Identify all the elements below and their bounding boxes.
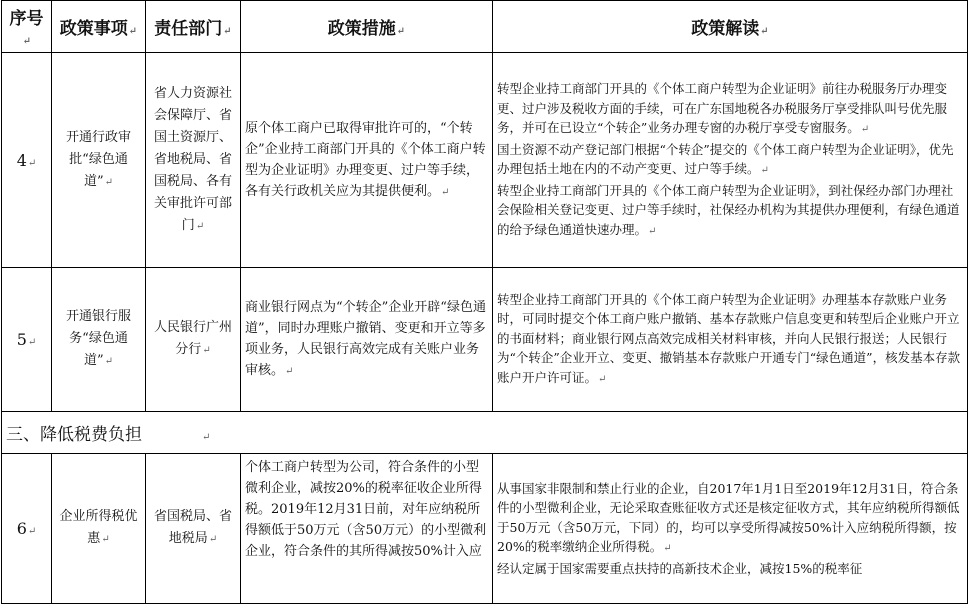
interp-paragraph: 转型企业持工商部门开具的《个体工商户转型为企业证明》，到社保经办部门办理社会保险相关登记变更、过户等手续时，社保经办机构为其提供办理便利，有绿色通道的给予绿色通道快速办理。↵ [497, 182, 960, 237]
header-measure: 政策措施↵ [241, 1, 493, 53]
header-index: 序号↵ [2, 1, 52, 53]
row-interp [493, 268, 968, 412]
table-row [2, 53, 968, 268]
table-row [2, 454, 968, 604]
row-measure: 商业银行网点为“个转企”企业开辟“绿色通道”，同时办理账户撤销、变更和开立等多项业务，人民银行高效完成有关账户业务审核。↵ [241, 268, 493, 412]
header-item: 政策事项↵ [52, 1, 146, 53]
interp-paragraph: 经认定属于国家需要重点扶持的高新技术企业，减按15%的税率征 [497, 560, 863, 576]
interp-paragraph: 从事国家非限制和禁止行业的企业，自2017年1月1日至2019年12月31日，符合条件的小型微利企业，无论采取查账征收方式还是核定征收方式，其年应纳税所得额低于50万元（含50万元，下同）的，均可以享受所得减按50%计入应纳税所得额，按20%的税率缴纳企业所得税。↵ [497, 480, 960, 555]
row-dept: 省国税局、省地税局↵ [146, 454, 241, 604]
row-dept: 人民银行广州分行↵ [146, 268, 241, 412]
section-row [2, 412, 968, 454]
row-measure: 个体工商户转型为公司，符合条件的小型微利企业，减按20%的税率征收企业所得税。2019年12月31日前，对年应纳税所得额低于50万元（含50万元）的小型微利企业，符合条件的其所得减按50%计入应 [241, 454, 493, 604]
row-dept: 省人力资源社会保障厅、省国土资源厅、省地税局、省国税局、各有关审批许可部门↵ [146, 53, 241, 268]
header-dept: 责任部门↵ [146, 1, 241, 53]
row-index: 5↵ [2, 268, 52, 412]
row-interp [493, 53, 968, 268]
header-interp: 政策解读↵ [493, 1, 968, 53]
policy-table [1, 0, 968, 604]
row-item: 开通银行服务“绿色通道”↵ [52, 268, 146, 412]
row-index: 6↵ [2, 454, 52, 604]
row-index: 4↵ [2, 53, 52, 268]
row-item: 企业所得税优惠↵ [52, 454, 146, 604]
row-item: 开通行政审批“绿色通道”↵ [52, 53, 146, 268]
row-interp [493, 454, 968, 604]
row-measure: 原个体工商户已取得审批许可的，“个转企”企业持工商部门开具的《个体工商户转型为企业证明》办理变更、过户等手续，各有关行政机关应为其提供便利。↵ [241, 53, 493, 268]
interp-paragraph: 转型企业持工商部门开具的《个体工商户转型为企业证明》前往办税服务厅办理变更、过户涉及税收方面的手续，可在广东国地税各办税服务厅享受排队叫号优先服务，并可在已设立“个转企”业务办理专窗的办税厅享受专窗服务。↵ [497, 81, 948, 135]
interp-paragraph: 转型企业持工商部门开具的《个体工商户转型为企业证明》办理基本存款账户业务时，可同时提交个体工商户账户撤销、基本存款账户信息变更和转型后企业账户开立的书面材料；商业银行网点高效完成相关材料审核，并向人民银行报送；人民银行为“个转企”企业开立、变更、撤销基本存款账户开通专门“绿色通道”，核发基本存款账户开户许可证。↵ [497, 291, 961, 385]
header-row [2, 1, 968, 53]
table-row [2, 268, 968, 412]
interp-paragraph: 国土资源不动产登记部门根据“个转企”提交的《个体工商户转型为企业证明》，优先办理包括土地在内的不动产变更、过户等手续。↵ [497, 141, 954, 176]
section-heading: 三、降低税费负担 ↵ [2, 412, 968, 454]
